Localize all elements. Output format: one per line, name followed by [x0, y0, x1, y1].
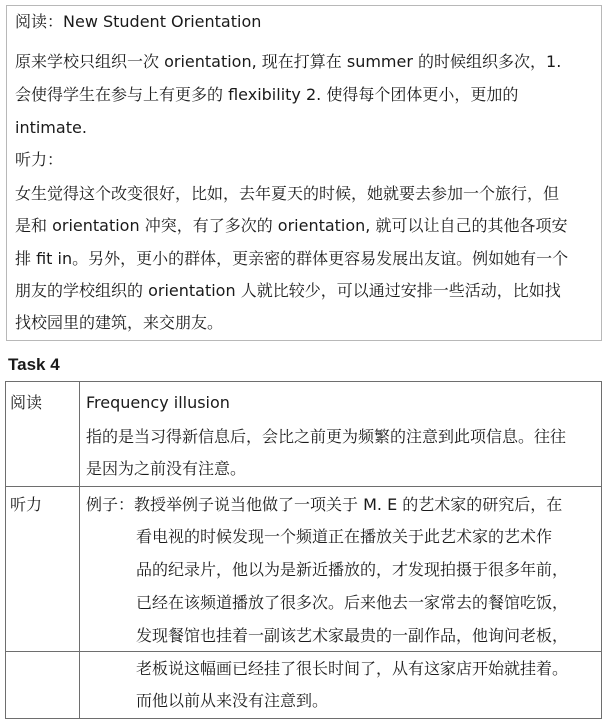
reading-line: 会使得学生在参与上有更多的 flexibility 2. 使得每个团体更小，更加的: [15, 85, 519, 104]
listening-line: 找校园里的建筑，来交朋友。: [15, 313, 224, 332]
table-row-divider: [5, 486, 602, 487]
table-row-divider: [5, 651, 602, 652]
listening-example-line: 例子：教授举例子说当他做了一项关于 M. E 的艺术家的研究后，在: [86, 495, 563, 514]
table-border-right: [601, 381, 602, 719]
table-border-bottom: [5, 718, 602, 719]
frequency-illusion-title: Frequency illusion: [86, 393, 230, 412]
listening-example-line: 已经在该频道播放了很多次。后来他去一家常去的餐馆吃饭，: [136, 593, 569, 612]
reading-definition-line: 是因为之前没有注意。: [86, 459, 247, 478]
reading-label: 阅读：New Student Orientation: [15, 12, 262, 31]
listening-line: 是和 orientation 冲突，有了多次的 orientation, 就可以让自己的其他各项安: [15, 216, 568, 235]
listening-example-line: 品的纪录片，他以为是新近播放的，才发现拍摄于很多年前，: [136, 560, 569, 579]
listening-example-line: 而他以前从来没有注意到。: [136, 691, 329, 710]
listening-line: 女生觉得这个改变很好，比如，去年夏天的时候，她就要去参加一个旅行，但: [15, 184, 560, 203]
listening-example-line: 老板说这幅画已经挂了很长时间了，从有这家店开始就挂着。: [136, 659, 569, 678]
table-border-top: [5, 381, 602, 382]
orientation-section: [6, 5, 602, 341]
reading-line: intimate.: [15, 118, 87, 137]
reading-definition-line: 指的是当习得新信息后，会比之前更为频繁的注意到此项信息。往往: [86, 427, 567, 446]
table-cell-listening-header: 听力: [10, 495, 43, 514]
listening-example-line: 发现餐馆也挂着一副该艺术家最贵的一副作品，他询问老板，: [136, 626, 569, 645]
table-cell-reading-header: 阅读: [10, 393, 43, 412]
listening-label: 听力：: [15, 150, 64, 169]
listening-example-line: 看电视的时候发现一个频道正在播放关于此艺术家的艺术作: [136, 527, 553, 546]
listening-line: 朋友的学校组织的 orientation 人就比较少，可以通过安排一些活动，比如找: [15, 281, 561, 300]
table-column-divider: [79, 381, 80, 719]
table-border-left: [5, 381, 6, 719]
reading-line: 原来学校只组织一次 orientation, 现在打算在 summer 的时候组织多次，1.: [15, 52, 562, 71]
listening-line: 排 fit in。另外，更小的群体，更亲密的群体更容易发展出友谊。例如她有一个: [15, 249, 569, 268]
task-heading: Task 4: [8, 355, 60, 374]
